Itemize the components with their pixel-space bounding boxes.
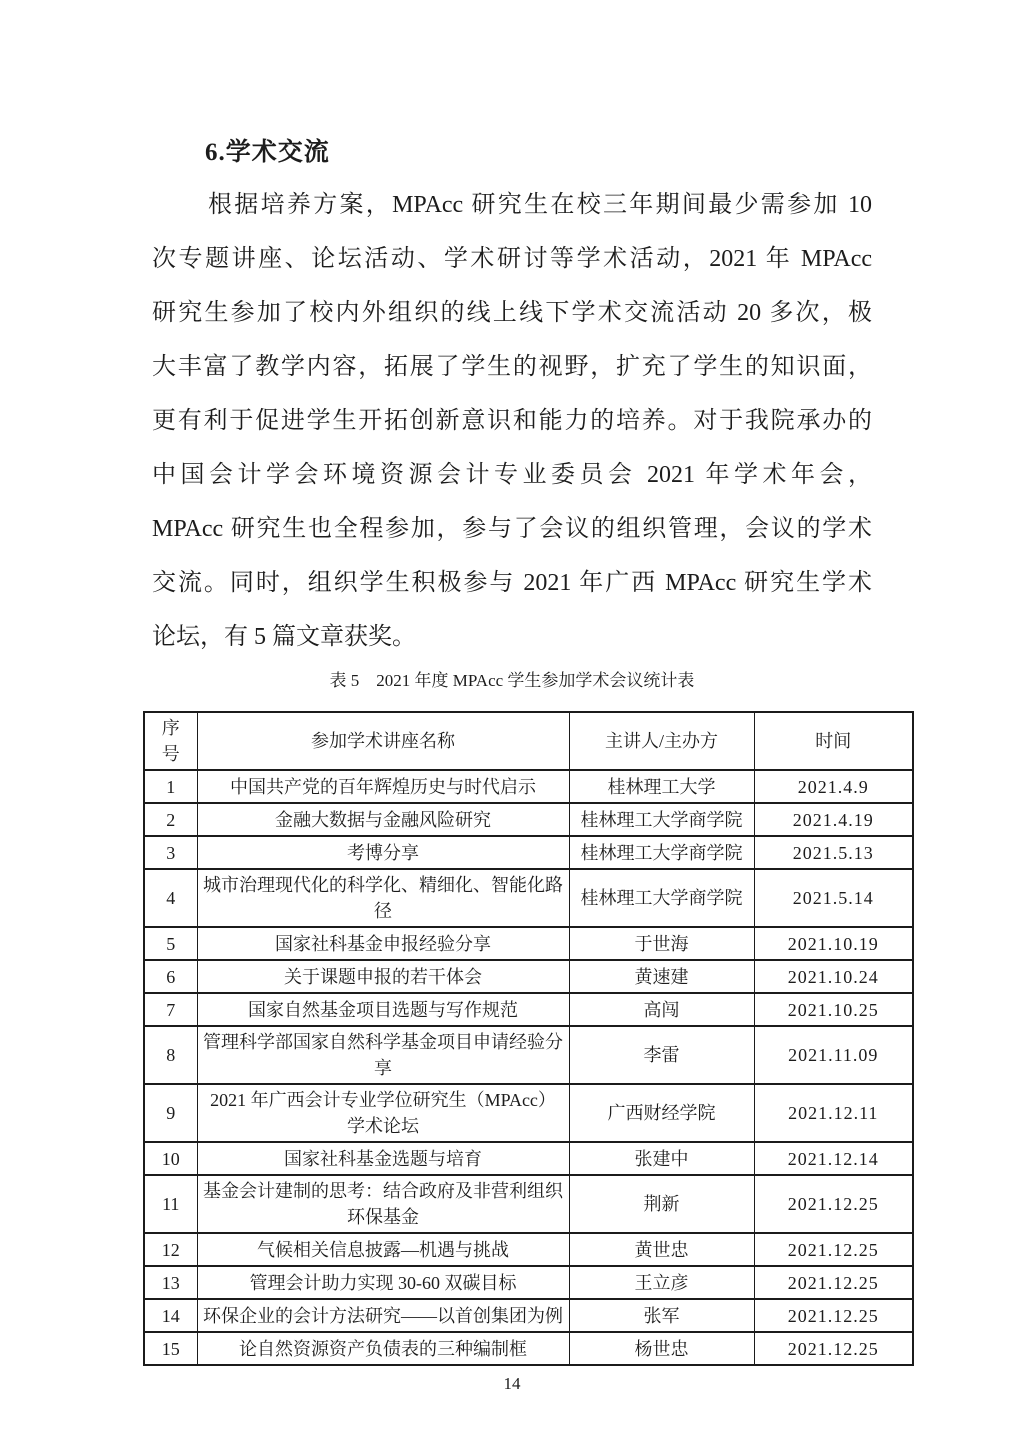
column-header: 序号 [144,712,197,770]
row-number: 4 [144,869,197,927]
date: 2021.4.9 [754,770,913,803]
speaker-organizer: 荆新 [569,1175,754,1233]
date: 2021.11.09 [754,1026,913,1084]
table-row [144,1332,913,1365]
page-number: 14 [503,1374,521,1393]
date: 2021.12.14 [754,1142,913,1175]
row-number: 2 [144,803,197,836]
table-row [144,1084,913,1142]
row-number: 14 [144,1299,197,1332]
lecture-name: 气候相关信息披露—机遇与挑战 [197,1233,569,1266]
speaker-organizer: 王立彦 [569,1266,754,1299]
paragraph-line: MPAcc 研究生也全程参加，参与了会议的组织管理，会议的学术 [152,516,872,542]
lecture-name: 论自然资源资产负债表的三种编制框 [197,1332,569,1365]
row-number: 3 [144,836,197,869]
table-row [144,803,913,836]
row-number: 9 [144,1084,197,1142]
table-row [144,1266,913,1299]
speaker-organizer: 桂林理工大学商学院 [569,803,754,836]
table-row [144,1175,913,1233]
date: 2021.12.25 [754,1233,913,1266]
row-number: 6 [144,960,197,993]
lecture-name: 考博分享 [197,836,569,869]
lecture-name: 国家社科基金申报经验分享 [197,927,569,960]
paragraph-line: 更有利于促进学生开拓创新意识和能力的培养。对于我院承办的 [152,408,872,434]
table-row [144,1299,913,1332]
table-row [144,1026,913,1084]
lecture-name: 基金会计建制的思考：结合政府及非营利组织环保基金 [197,1175,569,1233]
speaker-organizer: 于世海 [569,927,754,960]
paragraph-line: 研究生参加了校内外组织的线上线下学术交流活动 20 多次，极 [152,300,872,326]
table-row [144,836,913,869]
paragraph-line: 交流。同时，组织学生积极参与 2021 年广西 MPAcc 研究生学术 [152,570,872,596]
table-row [144,993,913,1026]
date: 2021.4.19 [754,803,913,836]
date: 2021.12.25 [754,1175,913,1233]
lecture-name: 金融大数据与金融风险研究 [197,803,569,836]
row-number: 15 [144,1332,197,1365]
lecture-name: 管理会计助力实现 30-60 双碳目标 [197,1266,569,1299]
lecture-name: 2021 年广西会计专业学位研究生（MPAcc）学术论坛 [197,1084,569,1142]
table-row [144,1142,913,1175]
table-caption: 表 5 2021 年度 MPAcc 学生参加学术会议统计表 [329,671,695,690]
column-header: 参加学术讲座名称 [197,712,569,770]
lecture-name: 国家社科基金选题与培育 [197,1142,569,1175]
column-header: 时间 [754,712,913,770]
speaker-organizer: 张军 [569,1299,754,1332]
date: 2021.12.25 [754,1332,913,1365]
date: 2021.12.11 [754,1084,913,1142]
table-row [144,960,913,993]
date: 2021.10.24 [754,960,913,993]
speaker-organizer: 杨世忠 [569,1332,754,1365]
row-number: 13 [144,1266,197,1299]
lecture-name: 环保企业的会计方法研究——以首创集团为例 [197,1299,569,1332]
table-row [144,869,913,927]
row-number: 12 [144,1233,197,1266]
lecture-name: 国家自然基金项目选题与写作规范 [197,993,569,1026]
date: 2021.10.25 [754,993,913,1026]
paragraph-line: 大丰富了教学内容，拓展了学生的视野，扩充了学生的知识面， [152,354,872,380]
column-header: 主讲人/主办方 [569,712,754,770]
speaker-organizer: 桂林理工大学商学院 [569,869,754,927]
row-number: 7 [144,993,197,1026]
date: 2021.5.14 [754,869,913,927]
date: 2021.5.13 [754,836,913,869]
speaker-organizer: 张建中 [569,1142,754,1175]
paragraph-line: 次专题讲座、论坛活动、学术研讨等学术活动，2021 年 MPAcc [152,246,872,272]
paragraph-line: 根据培养方案，MPAcc 研究生在校三年期间最少需参加 10 [208,192,872,218]
lecture-name: 中国共产党的百年辉煌历史与时代启示 [197,770,569,803]
section-heading: 6.学术交流 [205,139,330,166]
row-number: 8 [144,1026,197,1084]
table-row [144,1233,913,1266]
speaker-organizer: 广西财经学院 [569,1084,754,1142]
date: 2021.10.19 [754,927,913,960]
lecture-name: 城市治理现代化的科学化、精细化、智能化路径 [197,869,569,927]
lecture-name: 管理科学部国家自然科学基金项目申请经验分享 [197,1026,569,1084]
speaker-organizer: 黄世忠 [569,1233,754,1266]
speaker-organizer: 黄速建 [569,960,754,993]
table-row [144,927,913,960]
speaker-organizer: 李雷 [569,1026,754,1084]
speaker-organizer: 高闯 [569,993,754,1026]
speaker-organizer: 桂林理工大学商学院 [569,836,754,869]
row-number: 11 [144,1175,197,1233]
body-paragraph [152,178,872,664]
row-number: 1 [144,770,197,803]
paragraph-line: 中国会计学会环境资源会计专业委员会 2021 年学术年会， [152,462,872,488]
table-body [144,770,913,1365]
table-header-row [144,712,913,770]
speaker-organizer: 桂林理工大学 [569,770,754,803]
row-number: 5 [144,927,197,960]
conference-table [143,711,914,1366]
lecture-name: 关于课题申报的若干体会 [197,960,569,993]
table-row [144,770,913,803]
row-number: 10 [144,1142,197,1175]
date: 2021.12.25 [754,1266,913,1299]
date: 2021.12.25 [754,1299,913,1332]
paragraph-line: 论坛，有 5 篇文章获奖。 [152,624,416,650]
